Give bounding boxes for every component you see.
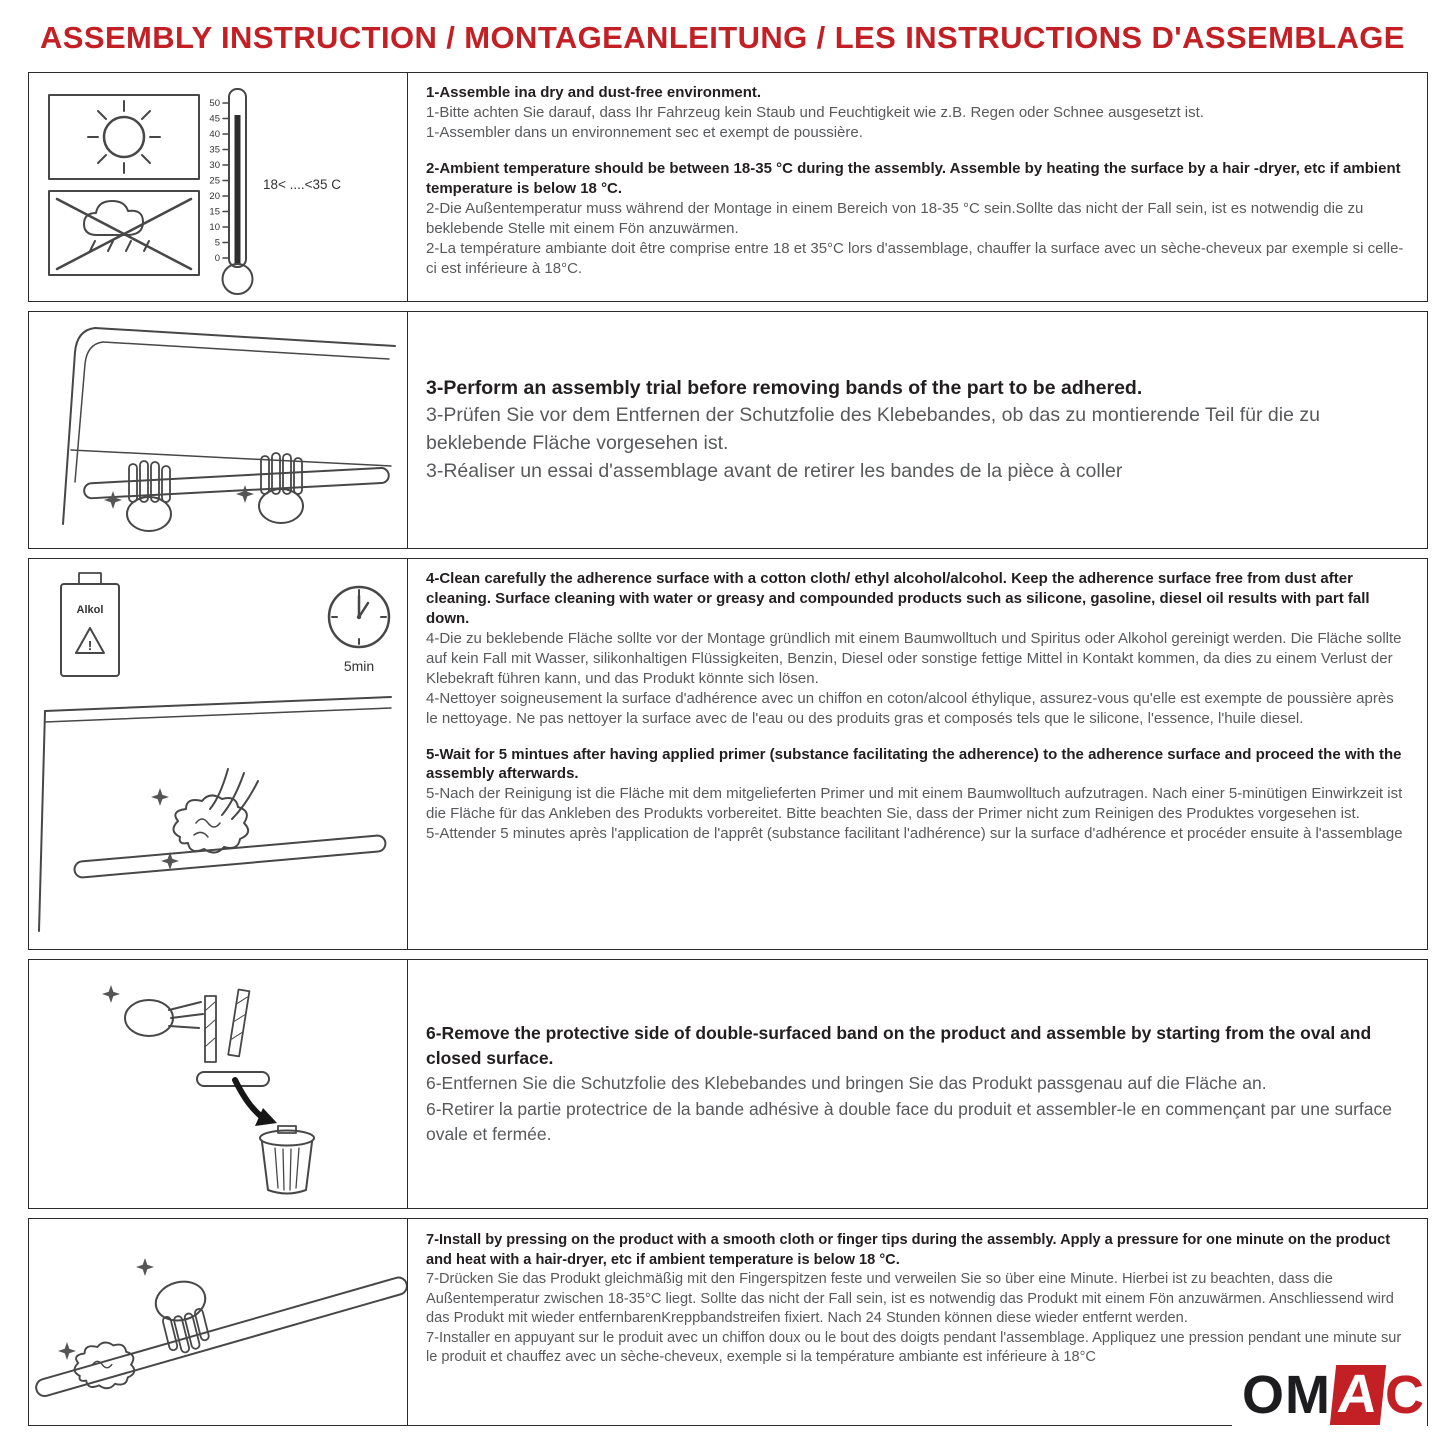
temperature-range-label: 18< ....<35 C [263,177,342,192]
omac-logo [1232,1361,1427,1427]
step-6-en: 6-Remove the protective side of double-surfaced band on the product and assemble by starting from the oval and closed surface. [426,1022,1372,1068]
step-4-fr: 4-Nettoyer soigneusement la surface d'adhérence avec un chiffon en coton/alcool éthylique, assurez-vous qu'elle est exempte de poussière après le nettoyage. Ne pas nettoyer la surface avec de l'eau ou des produits gras et composés tels que le silicone, l'essence, l'huile diesel. [426,689,1394,727]
step-4-de: 4-Die zu beklebende Fläche sollte vor der Montage gründlich mit einem Baumwolltuch und Spiritus oder Alkohol gereinigt werden. Die Fläche sollte auf kein Fall mit Wasser, silikonhaltigen Flüssigkeiten, Benzin, Diesel oder sonstige fettige Mittel in Kontakt kommen, da dies zu einem Verlust der Klebekraft führen kann, und das Produkt könnte sich lösen. [426,629,1402,687]
cleaning-illustration [29,559,408,949]
step-5-fr: 5-Attender 5 minutes après l'application de l'apprêt (substance facilitant l'adhérence) sur la surface d'adhérence et procéder ensuite à l'assemblage [426,825,1403,843]
alcohol-bottle-icon [61,573,119,676]
clock-icon [329,587,389,647]
logo-a-text: A [1330,1365,1386,1425]
step-row-1-2 [28,72,1428,302]
trash-can-icon [260,1126,314,1194]
row1-illustration-svg [29,73,407,301]
scale-10: 10 [209,222,220,233]
sun-icon [49,95,199,179]
instructions-step-3 [408,312,1427,548]
step-5-en: 5-Wait for 5 mintues after having applied primer (substance facilitating the adherence) to the adherence surface and proceed the with the assembly afterwards. [426,745,1402,783]
pinching-hand-sketch [102,985,203,1036]
step-5-de: 5-Nach der Reinigung ist die Fläche mit dem mitgelieferten Primer und mit einem Baumwolltuch aufzutragen. Nach einer 5-minütigen Einwirkzeit ist die Fläche für das Ankleben des Produkts vorbereitet. Bitte beachten Sie, dass der Primer nicht zum Reinigen des Produktes vorgesehen ist. [426,785,1403,823]
no-rain-icon [49,191,199,275]
thermometer-icon [209,89,252,294]
step-2-de: 2-Die Außentemperatur muss während der Montage in einem Bereich von 18-35 °C sein.Sollte das nicht der Fall sein, ist es notwendig die zu beklebende Stelle mit einem Fön anzuwärmen. [426,199,1364,237]
trim-strip [74,835,386,878]
logo-om-text: OM [1242,1365,1331,1425]
instructions-step-6 [408,960,1427,1208]
alcohol-label: Alkol [76,604,104,616]
step-2-fr: 2-La température ambiante doit être comprise entre 18 et 35°C lors d'assemblage, chauffer la surface avec un sèche-cheveux par exemple si celle-ci est inférieure à 18°C. [426,239,1404,277]
scale-35: 35 [209,144,220,156]
scale-20: 20 [209,191,220,202]
step-4-en: 4-Clean carefully the adherence surface with a cotton cloth/ ethyl alcohol/alcohol. Keep the adherence surface free from dust after cleaning. Surface cleaning with water or greasy and compounded products such as silicone, gasoline, diesel oil results with part fall down. [426,570,1370,627]
step-1-de: 1-Bitte achten Sie darauf, dass Ihr Fahrzeug kein Staub und Feuchtigkeit wie z.B. Regen oder Schnee ausgesetzt ist. [426,103,1204,121]
scale-15: 15 [209,206,220,218]
step-6-de: 6-Entfernen Sie die Schutzfolie des Klebebandes und bringen Sie das Produkt passgenau auf die Fläche an. [426,1073,1267,1094]
thermometer-scale-labels [209,98,220,264]
step-7-de: 7-Drücken Sie das Produkt gleichmäßig mit den Fingerspitzen feste und verweilen Sie so über eine Minute. Hierbei ist zu beachten, dass die Außentemperatur zwischen 18-35°C liegt. Sollte das nicht der Fall sein, ist es notwendig das Produkt mit einem Fön anzuwärmen. Anschliessend wird das Produkt mit wieder entfernbarenKreppbandstreifen fixiert. Nach 24 Stunden können diese wieder entfernt werden. [426,1271,1394,1327]
step-row-4-5 [28,558,1428,950]
step-7-en: 7-Install by pressing on the product with a smooth cloth or finger tips during the assembly. Apply a pressure for one minute on the product and heat with a hair-dryer, etc if ambient temperature is below 18 °C. [426,1232,1391,1268]
step-7-fr: 7-Installer en appuyant sur le produit avec un chiffon doux ou le bout des doigts pendant l'assemblage. Appliquez une pression pendant une minute sur le produit et chauffez avec un sèche-cheveux, exemple si la température ambiante est inférieure à 18°C [426,1329,1402,1366]
scale-40: 40 [209,129,220,140]
instructions-step-4-5 [408,559,1427,949]
step-3-en: 3-Perform an assembly trial before removing bands of the part to be adhered. [426,376,1143,399]
step-row-6 [28,959,1428,1209]
scale-30: 30 [209,160,220,171]
peeled-band-strips [205,989,249,1062]
clock-label: 5min [343,658,375,674]
scale-5: 5 [214,237,220,249]
scale-45: 45 [209,113,220,125]
press-product-illustration [29,1219,408,1425]
trim-strip [34,1276,407,1398]
step-6-fr: 6-Retirer la partie protectrice de la bande adhésive à double face du produit et assembler-le en commençant par une surface ovale et fermée. [426,1098,1392,1145]
trial-fit-illustration [29,312,408,548]
step-2-en: 2-Ambient temperature should be between 18-35 °C during the assembly. Assemble by heating the surface by a hair -dryer, etc if ambient temperature is below 18 °C. [426,159,1401,197]
left-hand-sketch [104,461,171,531]
instruction-rows [28,72,1428,1426]
scale-0: 0 [214,253,220,264]
environment-illustration [29,73,408,301]
scale-50: 50 [209,98,220,109]
step-row-3 [28,311,1428,549]
page-title: ASSEMBLY INSTRUCTION / MONTAGEANLEITUNG / LES INSTRUCTIONS D'ASSEMBLAGE [40,20,1405,55]
row5-illustration-svg [29,1219,407,1425]
step-1-fr: 1-Assembler dans un environnement sec et exempt de poussière. [426,123,863,141]
scale-25: 25 [209,175,220,187]
logo-c-text: C [1385,1365,1425,1425]
step-3-de: 3-Prüfen Sie vor dem Entfernen der Schutzfolie des Klebebandes, ob das zu montierende Teil für die zu beklebende Fläche vorgesehen ist. [426,404,1320,454]
step-row-7 [28,1218,1428,1426]
peel-band-illustration [29,960,408,1208]
row2-illustration-svg [29,312,407,548]
step-3-fr: 3-Réaliser un essai d'assemblage avant de retirer les bandes de la pièce à coller [426,459,1123,482]
row4-illustration-svg [29,960,407,1208]
step-1-en: 1-Assemble ina dry and dust-free environment. [426,84,762,101]
cloth-sketch [75,1343,135,1389]
row3-illustration-svg [29,559,407,949]
panel-sketch [39,697,391,931]
instructions-step-1-2 [408,73,1427,301]
warning-exclamation: ! [87,638,93,653]
